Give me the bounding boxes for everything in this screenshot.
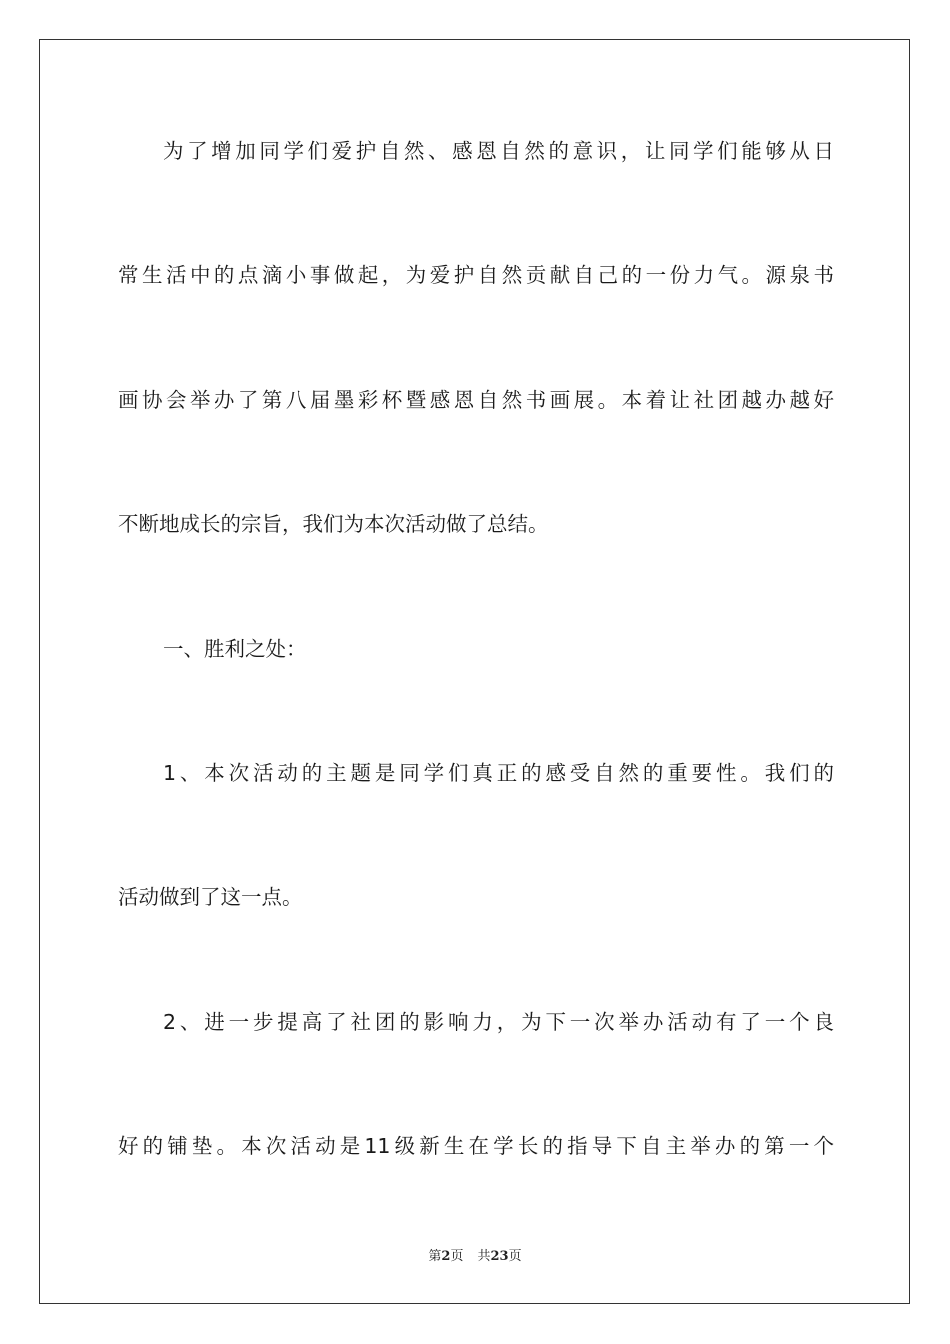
list-item-1-line-1: 1、本次活动的主题是同学们真正的感受自然的重要性。我们的 (163, 761, 834, 785)
list-item-2-line-1: 2、进一步提高了社团的影响力，为下一次举办活动有了一个良 (163, 1010, 834, 1034)
footer-total-prefix: 共 (477, 1249, 491, 1264)
paragraph-line-2: 常生活中的点滴小事做起，为爱护自然贡献自己的一份力气。源泉书 (118, 263, 834, 287)
page-footer (0, 1247, 950, 1267)
page-frame (39, 39, 910, 1304)
paragraph-line-4: 不断地成长的宗旨，我们为本次活动做了总结。 (118, 512, 549, 536)
list-item-2-line-2: 好的铺垫。本次活动是11级新生在学长的指导下自主举办的第一个 (118, 1134, 834, 1158)
paragraph-line-1: 为了增加同学们爱护自然、感恩自然的意识，让同学们能够从日 (163, 139, 834, 163)
footer-total-pages: 23 (490, 1249, 509, 1264)
footer-page-prefix: 第 (428, 1249, 442, 1264)
paragraph-line-3: 画协会举办了第八届墨彩杯暨感恩自然书画展。本着让社团越办越好 (118, 388, 834, 412)
list-item-1-line-2: 活动做到了这一点。 (118, 885, 303, 909)
footer-page-suffix: 页 (450, 1249, 464, 1264)
footer-total-suffix: 页 (508, 1249, 522, 1264)
footer-page-number: 2 (441, 1249, 451, 1264)
section-heading-success: 一、胜利之处： (163, 637, 307, 661)
